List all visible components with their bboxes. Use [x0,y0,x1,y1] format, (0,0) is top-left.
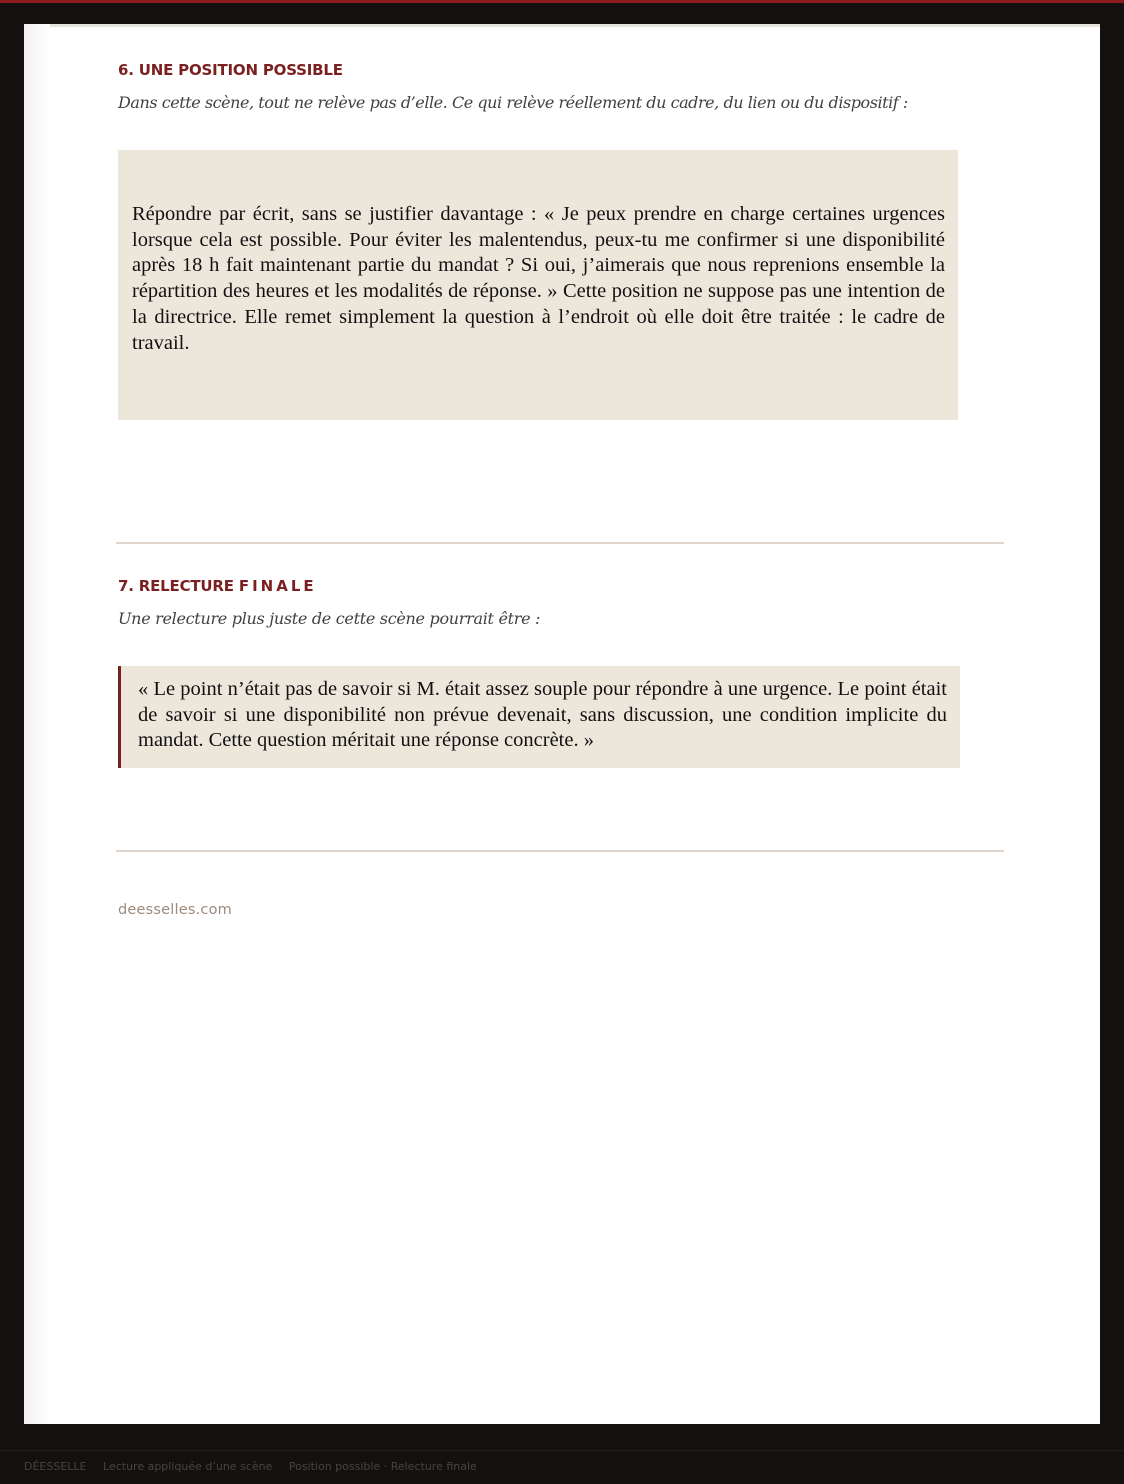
section-7-title-part2: FINALE [238,577,317,595]
footer-section-nav: Position possible · Relecture finale [288,1460,477,1473]
response-box [118,150,958,420]
section-divider [116,542,1004,544]
section-6-heading [118,61,343,79]
footer-brand: DÉESSELLE [24,1460,87,1473]
footer-doc-title: Lecture appliquée d’une scène [103,1460,273,1473]
section-divider [116,850,1004,852]
site-url: deesselles.com [118,902,232,918]
section-6-title: UNE POSITION POSSIBLE [138,61,343,79]
document-page [24,24,1100,1424]
section-7-number: 7. [118,577,134,595]
page-top-rule [24,24,1100,27]
section-7-intro: Une relecture plus juste de cette scène pourrait être : [118,609,541,628]
final-quote-text: « Le point n’était pas de savoir si M. était assez souple pour répondre à une urgence. Le point était de savoir si une disponibilité non prévue devenait, sans discussion, une condition implicite du mandat. Cette question méritait une réponse concrète. » [138,678,947,752]
section-7-title-part1: RELECTURE [138,577,234,595]
section-6-number: 6. [118,61,134,79]
section-6-intro: Dans cette scène, tout ne relève pas d’elle. Ce qui relève réellement du cadre, du lien ou du dispositif : [118,93,908,112]
footer-rule [0,1450,1124,1451]
final-quote-box [118,666,960,768]
response-text: Répondre par écrit, sans se justifier davantage : « Je peux prendre en charge certaines urgences lorsque cela est possible. Pour éviter les malentendus, peux-tu me confirmer si une disponibilité après 18 h fait maintenant partie du mandat ? Si oui, j’aimerais que nous reprenions ensemble la répartition des heures et les modalités de réponse. » Cette position ne suppose pas une intention de la directrice. Elle remet simplement la question à l’endroit où elle doit être traitée : le cadre de travail. [132,203,945,354]
page-edge-shadow [24,24,50,1424]
page-footer [24,1460,490,1473]
section-7-heading [118,577,317,595]
top-accent-bar [0,0,1124,3]
